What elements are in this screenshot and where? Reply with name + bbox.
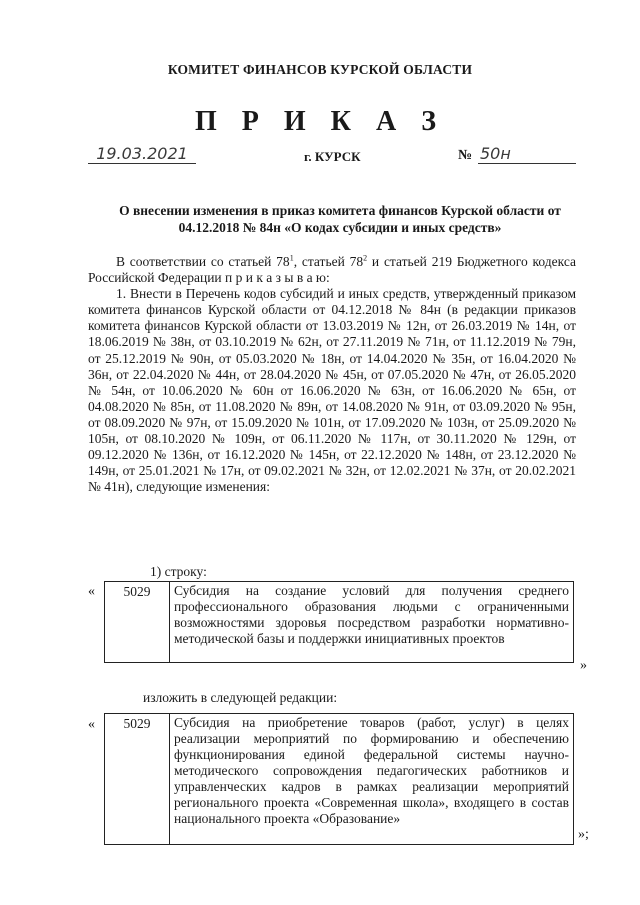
- new-text: Субсидия на приобретение товаров (работ, услуг) в целях реализации мероприятий по формированию и обеспечению функционирования единой федеральной системы научно-методического сопровождения педагогических работников и управленческих кадров в рамках реализации мероприятий регионального проекта «Современная школа», входящего в состав национального проекта «Образование»: [170, 714, 574, 845]
- document-title: П Р И К А З: [195, 106, 445, 137]
- old-code: 5029: [105, 582, 170, 663]
- quote-close-1: »: [580, 658, 587, 673]
- order-subject: О внесении изменения в приказ комитета финансов Курской области от 04.12.2018 № 84н «О кодах субсидии и иных средств»: [119, 203, 561, 235]
- item-1: 1. Внести в Перечень кодов субсидий и иных средств, утвержденный приказом комитета финансов Курской области от 04.12.2018 № 84н (в редакции приказов комитета финансов Курской области от 13.03.2019 № 12н, от 26.03.2019 № 14н, от 18.06.2019 № 38н, от 03.10.2019 № 62н, от 27.11.2019 № 71н, от 11.12.2019 № 79н, от 25.12.2019 № 90н, от 05.03.2020 № 18н, от 14.04.2020 № 35н, от 16.04.2020 № 36н, от 22.04.2020 № 44н, от 28.04.2020 № 45н, от 07.05.2020 № 47н, от 26.05.2020 № 54н, от 10.06.2020 № 60н от 16.06.2020 № 63н, от 16.06.2020 № 65н, от 04.08.2020 № 85н, от 11.08.2020 № 89н, от 14.08.2020 № 91н, от 03.09.2020 № 95н, от 08.09.2020 № 97н, от 15.09.2020 № 101н, от 17.09.2020 № 103н, от 25.09.2020 № 105н, от 08.10.2020 № 109н, от 06.11.2020 № 117н, от 30.11.2020 № 129н, от 09.12.2020 № 136н, от 16.12.2020 № 145н, от 22.12.2020 № 148н, от 23.12.2020 № 149н, от 25.01.2021 № 17н, от 09.02.2021 № 32н, от 12.02.2021 № 37н, от 20.02.2021 № 41н), следующие изменения:: [88, 286, 576, 495]
- quote-close-2: »;: [578, 827, 589, 842]
- new-code: 5029: [105, 714, 170, 845]
- quote-open-1: «: [88, 584, 95, 599]
- old-text: Субсидия на создание условий для получения среднего профессионального образования людьми с ограниченными возможностями здоровья посредством разработки нормативно-методической базы и поддержки инициативных проектов: [170, 582, 574, 663]
- number-sign: №: [458, 148, 473, 163]
- new-row-table: [104, 713, 574, 845]
- handwritten-date: 19.03.2021: [88, 145, 196, 164]
- new-intro: изложить в следующей редакции:: [143, 690, 338, 705]
- table-row: [105, 714, 574, 845]
- table-row: [105, 582, 574, 663]
- city: г. КУРСК: [304, 149, 361, 164]
- committee-name: КОМИТЕТ ФИНАНСОВ КУРСКОЙ ОБЛАСТИ: [167, 62, 473, 77]
- quote-open-2: «: [88, 717, 95, 732]
- row-label: 1) строку:: [150, 564, 207, 579]
- handwritten-number: 50н: [478, 145, 576, 164]
- old-row-table: [104, 581, 574, 663]
- preamble: В соответствии со статьей $78^1$, статьей $78^2$ и статьей 219 Бюджетного кодекса Российской Федерации п р и к а з ы в а ю:: [88, 253, 576, 286]
- order-body: [88, 254, 576, 495]
